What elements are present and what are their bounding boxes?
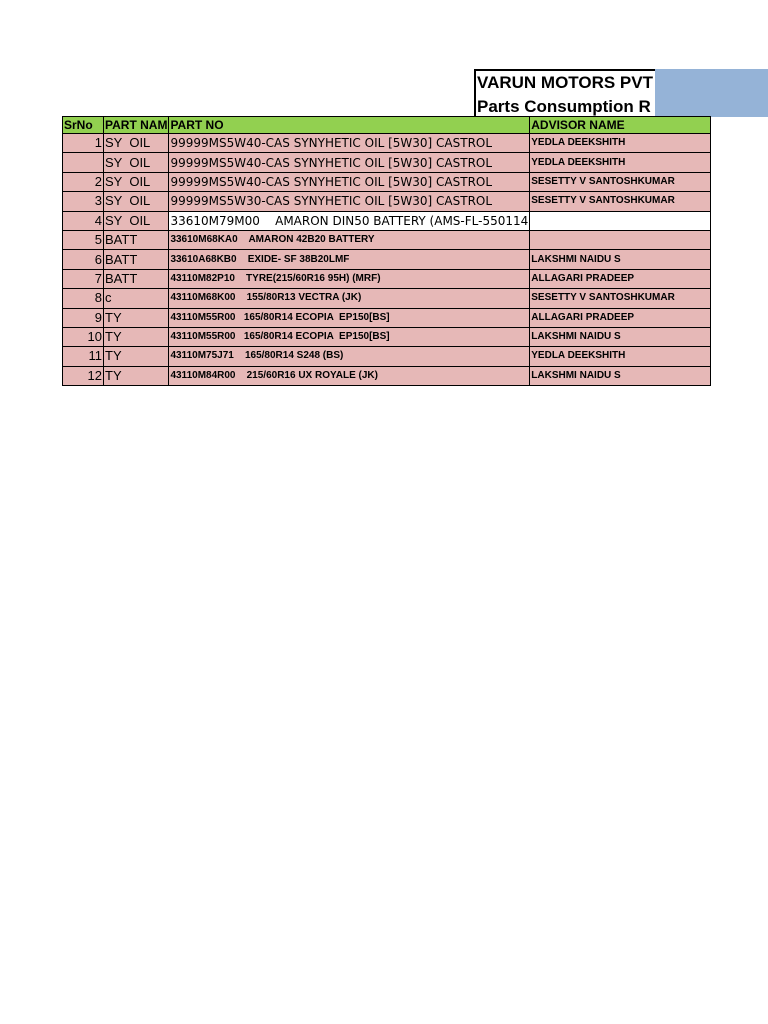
cell-advisor[interactable]: ALLAGARI PRADEEP [530, 269, 711, 288]
cell-srno[interactable]: 4 [63, 211, 104, 230]
header-part-no[interactable]: PART NO [169, 117, 530, 134]
cell-part-name[interactable]: SY OIL [104, 192, 169, 211]
cell-part-name[interactable]: c [104, 289, 169, 308]
cell-srno[interactable]: 11 [63, 347, 104, 366]
cell-part-no[interactable]: 99999MS5W40-CAS SYNYHETIC OIL [5W30] CASTROL [169, 134, 530, 153]
cell-advisor[interactable]: YEDLA DEEKSHITH [530, 153, 711, 172]
cell-advisor[interactable]: ALLAGARI PRADEEP [530, 308, 711, 327]
cell-advisor[interactable]: LAKSHMI NAIDU S [530, 327, 711, 346]
company-name: VARUN MOTORS PVT [477, 73, 653, 92]
cell-srno[interactable]: 2 [63, 172, 104, 191]
cell-part-no[interactable]: 99999MS5W40-CAS SYNYHETIC OIL [5W30] CASTROL [169, 153, 530, 172]
cell-part-name[interactable]: TY [104, 308, 169, 327]
cell-srno[interactable]: 6 [63, 250, 104, 269]
cell-advisor[interactable]: LAKSHMI NAIDU S [530, 366, 711, 385]
cell-part-name[interactable]: BATT [104, 230, 169, 249]
cell-part-name[interactable]: TY [104, 347, 169, 366]
table-row [63, 211, 711, 230]
cell-part-no[interactable]: 43110M68K00 155/80R13 VECTRA (JK) [169, 289, 530, 308]
cell-advisor[interactable]: YEDLA DEEKSHITH [530, 134, 711, 153]
cell-part-no[interactable]: 43110M55R00 165/80R14 ECOPIA EP150[BS] [169, 308, 530, 327]
cell-advisor[interactable]: LAKSHMI NAIDU S [530, 250, 711, 269]
header-part-name[interactable]: PART NAM [105, 118, 168, 132]
cell-srno[interactable]: 9 [63, 308, 104, 327]
parts-table [62, 116, 711, 386]
cell-advisor[interactable]: SESETTY V SANTOSHKUMAR [530, 289, 711, 308]
cell-part-name[interactable]: SY OIL [104, 211, 169, 230]
cell-srno[interactable]: 10 [63, 327, 104, 346]
cell-part-no[interactable]: 43110M82P10 TYRE(215/60R16 95H) (MRF) [169, 269, 530, 288]
cell-part-no[interactable]: 99999MS5W30-CAS SYNYHETIC OIL [5W30] CASTROL [169, 192, 530, 211]
cell-part-no[interactable]: 43110M84R00 215/60R16 UX ROYALE (JK) [169, 366, 530, 385]
cell-srno[interactable]: 8 [63, 289, 104, 308]
table-row [63, 153, 711, 172]
cell-part-name[interactable]: SY OIL [104, 153, 169, 172]
table-row [63, 347, 711, 366]
cell-part-no[interactable]: 43110M75J71 165/80R14 S248 (BS) [169, 347, 530, 366]
cell-advisor[interactable]: YEDLA DEEKSHITH [530, 347, 711, 366]
header-row [63, 117, 711, 134]
table-row [63, 327, 711, 346]
table-row [63, 250, 711, 269]
cell-part-no[interactable]: 43110M55R00 165/80R14 ECOPIA EP150[BS] [169, 327, 530, 346]
table-row [63, 269, 711, 288]
cell-srno[interactable]: 12 [63, 366, 104, 385]
cell-part-name[interactable]: SY OIL [104, 134, 169, 153]
table-row [63, 172, 711, 191]
cell-advisor[interactable] [530, 211, 711, 230]
cell-srno[interactable] [63, 153, 104, 172]
cell-part-name[interactable]: BATT [104, 269, 169, 288]
table-row [63, 230, 711, 249]
cell-part-no[interactable]: 99999MS5W40-CAS SYNYHETIC OIL [5W30] CASTROL [169, 172, 530, 191]
table-row [63, 192, 711, 211]
header-advisor[interactable]: ADVISOR NAME [530, 117, 711, 134]
header-srno[interactable]: SrNo [63, 117, 104, 134]
cell-advisor[interactable]: SESETTY V SANTOSHKUMAR [530, 192, 711, 211]
cell-part-name[interactable]: SY OIL [104, 172, 169, 191]
table-row [63, 289, 711, 308]
cell-srno[interactable]: 3 [63, 192, 104, 211]
cell-srno[interactable]: 1 [63, 134, 104, 153]
cell-srno[interactable]: 7 [63, 269, 104, 288]
cell-part-no[interactable]: 33610M79M00 AMARON DIN50 BATTERY (AMS-FL-550114 [169, 211, 530, 230]
cell-advisor[interactable]: SESETTY V SANTOSHKUMAR [530, 172, 711, 191]
cell-part-no[interactable]: 33610M68KA0 AMARON 42B20 BATTERY [169, 230, 530, 249]
cell-part-name[interactable]: BATT [104, 250, 169, 269]
report-title-block [474, 69, 655, 116]
cell-part-no[interactable]: 33610A68KB0 EXIDE- SF 38B20LMF [169, 250, 530, 269]
table-row [63, 134, 711, 153]
table-row [63, 308, 711, 327]
cell-advisor[interactable] [530, 230, 711, 249]
table-row [63, 366, 711, 385]
accent-block [655, 69, 768, 117]
cell-part-name[interactable]: TY [104, 327, 169, 346]
report-subtitle: Parts Consumption R [477, 97, 651, 116]
cell-part-name[interactable]: TY [104, 366, 169, 385]
cell-srno[interactable]: 5 [63, 230, 104, 249]
